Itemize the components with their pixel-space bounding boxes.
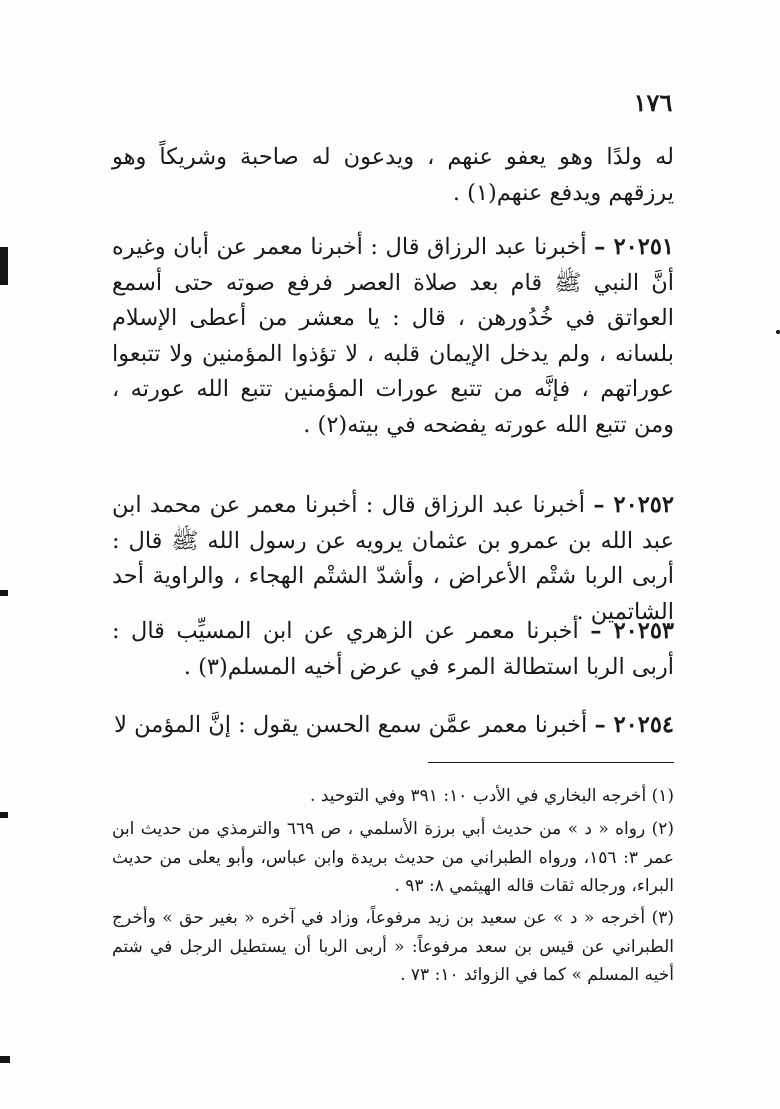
hadith-text: أخبرنا عبد الرزاق قال : أخبرنا معمر عن محمد ابن عبد الله بن عمرو بن عثمان يرويه عن رسول الله ﷺ قال : أربى الربا شتْم الأعراض ، وأشدّ الشتْم الهجاء ، والراوية أحد الشاتمين .: [112, 492, 674, 625]
hadith-text: أخبرنا عبد الرزاق قال : أخبرنا معمر عن أبان وغيره أنَّ النبي ﷺ قام بعد صلاة العصر فرفع صوته حتى أسمع العواتق في خُدُورهن ، قال : يا معشر من أعطى الإسلام بلسانه ، ولم يدخل الإيمان قلبه ، لا تؤذوا المؤمنين ولا تتبعوا عوراتهم ، فإنَّه من تتبع عورات المؤمنين تتبع الله عورته ، ومن تتبع الله عورته يفضحه في بيته(٢) .: [112, 234, 674, 438]
footnote-3: (٣) أخرجه « د » عن سعيد بن زيد مرفوعاً، وزاد في آخره « بغير حق » وأخرج الطبراني عن قيس بن سعد مرفوعاً: « أربى الربا أن يستطيل الرجل في شتم أخيه المسلم » كما في الزوائد ١٠: ٧٣ .: [112, 908, 674, 985]
hadith-number: ٢٠٢٥١ –: [594, 234, 675, 260]
hadith-20253: [112, 614, 674, 685]
footnote-divider: [428, 762, 674, 763]
hadith-20251: [112, 230, 674, 443]
hadith-text: أخبرنا معمر عمَّن سمع الحسن يقول : إنَّ المؤمن لا: [114, 712, 588, 738]
page-number: ١٧٦: [633, 88, 673, 117]
hadith-20254: [112, 708, 674, 744]
scan-mark: [0, 812, 8, 818]
hadith-number: ٢٠٢٥٤ –: [594, 712, 674, 738]
hadith-text: أخبرنا معمر عن الزهري عن ابن المسيِّب قال : أربى الربا استطالة المرء في عرض أخيه المسلم(٣) .: [112, 618, 674, 680]
footnote-1: (١) أخرجه البخاري في الأدب ١٠: ٣٩١ وفي التوحيد .: [310, 786, 674, 806]
scan-mark: [0, 590, 8, 596]
hadith-20252: [112, 488, 674, 630]
hadith-number: ٢٠٢٥٢ –: [593, 492, 674, 518]
scan-mark: [776, 330, 780, 334]
hadith-number: ٢٠٢٥٣ –: [590, 618, 674, 644]
scan-mark: [0, 247, 8, 285]
footnote-2: (٢) رواه « د » من حديث أبي برزة الأسلمي ، ص ٦٦٩ والترمذي من حديث ابن عمر ٣: ١٥٦، ورواه الطبراني من حديث بريدة وابن عباس، وأبو يعلى من حديث البراء، ورجاله ثقات قاله الهيثمي ٨: ٩٣ .: [112, 819, 675, 896]
paragraph-intro: له ولدًا وهو يعفو عنهم ، ويدعون له صاحبة وشريكاً وهو يرزقهم ويدفع عنهم(١) .: [112, 144, 674, 206]
scan-mark: [0, 1056, 10, 1063]
